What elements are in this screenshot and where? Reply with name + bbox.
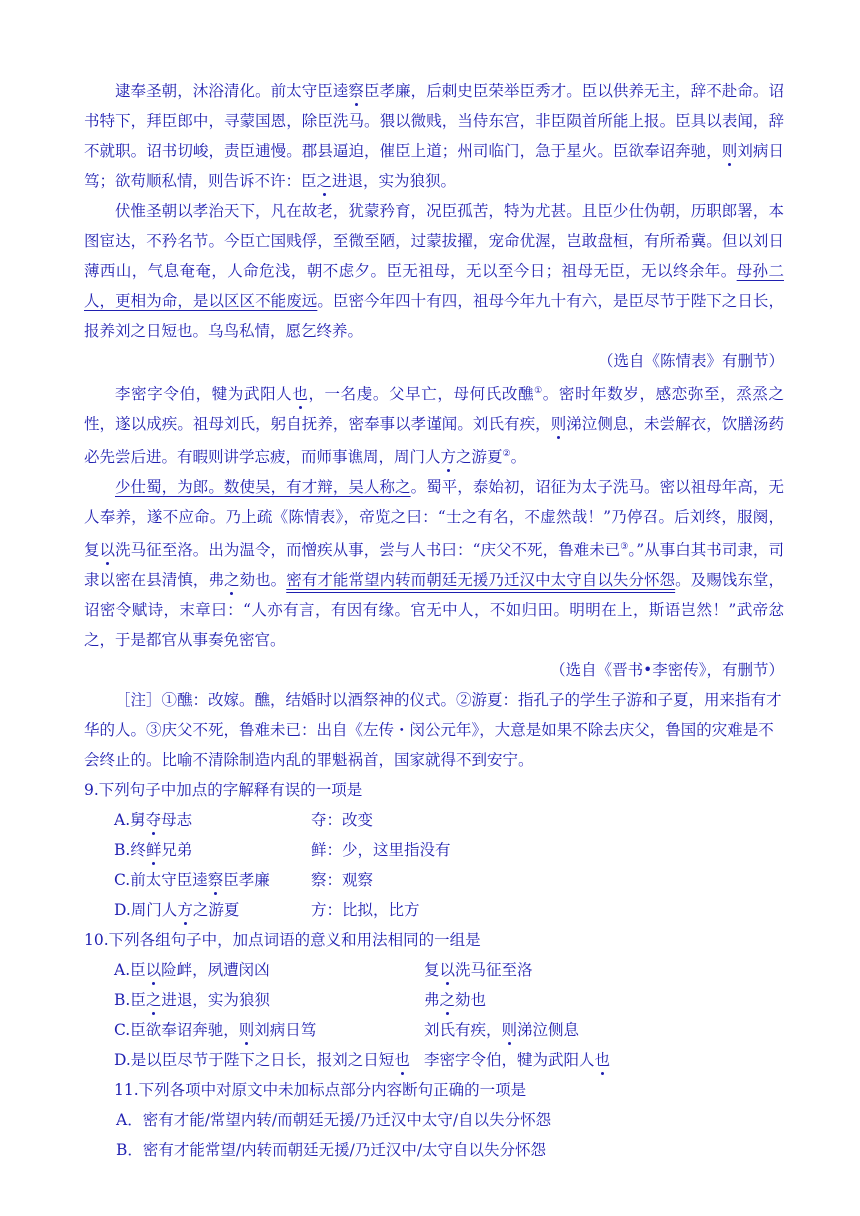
source-note-1: （选自《陈情表》有删节） [597, 352, 784, 370]
passage-paragraph-4: 少仕蜀，为郎。数使吴，有才辩，吴人称之。蜀平，泰始初，诏征为太子洗马。密以祖母年高，无人奉养，遂不应命。乃上疏《陈情表》，帝览之曰：“士之有名，不虚然哉！”乃停召。后刘终，服阕，复以洗马征至洛。出为温令，而憎疾从事，尝与人书曰：“庆父不死，鲁难未已③。”从事白其书司隶，司隶以密在县清慎，弗之劾也。密有才能常望内转而朝廷无援乃迁汉中太守自以失分怀怨。及赐饯东堂，诏密令赋诗，末章曰：“人亦有言，有因有缘。官无中人，不如归田。明明在上，斯语岂然！”武帝忿之，于是都官从事奏免密官。 [84, 478, 784, 650]
q9-option-a[interactable]: A.舅夺母志 夺：改变 [114, 811, 374, 830]
q9-option-d[interactable]: D.周门人方之游夏 方：比拟，比方 [114, 901, 420, 920]
underlined-sentence: 少仕蜀，为郎。数使吴，有才辩，吴人称之 [115, 478, 411, 497]
annotation: ［注］①醮：改嫁。醮，结婚时以酒祭神的仪式。②游夏：指孔子的学生子游和子夏，用来指有才华的人。③庆父不死，鲁难未已：出自《左传・闵公元年》，大意是如果不除去庆父，鲁国的灾难是不会终止的。比喻不清除制造内乱的罪魁祸首，国家就得不到安宁。 [84, 691, 782, 770]
passage-paragraph-2: 伏惟圣朝以孝治天下，凡在故老，犹蒙矜育，况臣孤苦，特为尤甚。且臣少仕伪朝，历职郎署，本图宦达，不矜名节。今臣亡国贱俘，至微至陋，过蒙拔擢，宠命优渥，岂敢盘桓，有所希冀。但以刘日薄西山，气息奄奄，人命危浅，朝不虑夕。臣无祖母，无以至今日；祖母无臣，无以终余年。母孙二人，更相为命，是以区区不能废远。臣密今年四十有四，祖母今年九十有六，是臣尽节于陛下之日长，报养刘之日短也。乌鸟私情，愿乞终养。 [84, 202, 784, 340]
q11-option-b[interactable]: B．密有才能常望/内转而朝廷无援/乃迁汉中/太守自以失分怀怨 [116, 1141, 547, 1160]
passage-paragraph-3: 李密字令伯，犍为武阳人也，一名虔。父早亡，母何氏改醮①。密时年数岁，感恋弥至，烝烝之性，遂以成疾。祖母刘氏，躬自抚养，密奉事以孝谨闻。刘氏有疾，则涕泣侧息，未尝解衣，饮膳汤药必先尝后进。有暇则讲学忘疲，而师事谯周，周门人方之游夏②。 [84, 385, 784, 467]
source-note-2: （选自《晋书•李密传》，有删节） [550, 661, 784, 680]
exam-page [84, 76, 784, 1165]
q9-option-c[interactable]: C.前太守臣逵察臣孝廉 察：观察 [114, 871, 374, 890]
q9-option-b[interactable]: B.终鲜兄弟 鲜：少，这里指没有 [114, 841, 451, 860]
q10-option-d[interactable]: D.是以臣尽节于陛下之日长，报刘之日短也 李密字令伯，犍为武阳人也 [114, 1051, 611, 1070]
q11-option-a[interactable]: A．密有才能/常望内转/而朝廷无援/乃迁汉中太守/自以失分怀怨 [116, 1111, 552, 1130]
q10-option-c[interactable]: C.臣欲奉诏奔驰，则刘病日笃 刘氏有疾，则涕泣侧息 [114, 1021, 580, 1040]
question-11: 11.下列各项中对原文中未加标点部分内容断句正确的一项是 [114, 1081, 527, 1100]
question-10: 10.下列各组句子中，加点词语的意义和用法相同的一组是 [84, 931, 481, 950]
double-underlined-sentence: 密有才能常望内转而朝廷无援乃迁汉中太守自以失分怀怨 [286, 571, 676, 590]
q10-option-b[interactable]: B.臣之进退，实为狼狈 弗之劾也 [114, 991, 487, 1010]
q10-option-a[interactable]: A.臣以险衅，夙遭闵凶 复以洗马征至洛 [114, 961, 533, 980]
question-9: 9.下列句子中加点的字解释有误的一项是 [84, 781, 363, 800]
passage-paragraph-1: 逮奉圣朝，沐浴清化。前太守臣逵察臣孝廉，后刺史臣荣举臣秀才。臣以供养无主，辞不赴命。诏书特下，拜臣郎中，寻蒙国恩，除臣洗马。猥以微贱，当侍东宫，非臣陨首所能上报。臣具以表闻，辞不就职。诏书切峻，责臣逋慢。郡县逼迫，催臣上道；州司临门，急于星火。臣欲奉诏奔驰，则刘病日笃；欲苟顺私情，则告诉不许：臣之进退，实为狼狈。 [84, 82, 784, 190]
underlined-sentence: 母孙二人，更相为命，是以区区不能废远 [84, 262, 784, 310]
